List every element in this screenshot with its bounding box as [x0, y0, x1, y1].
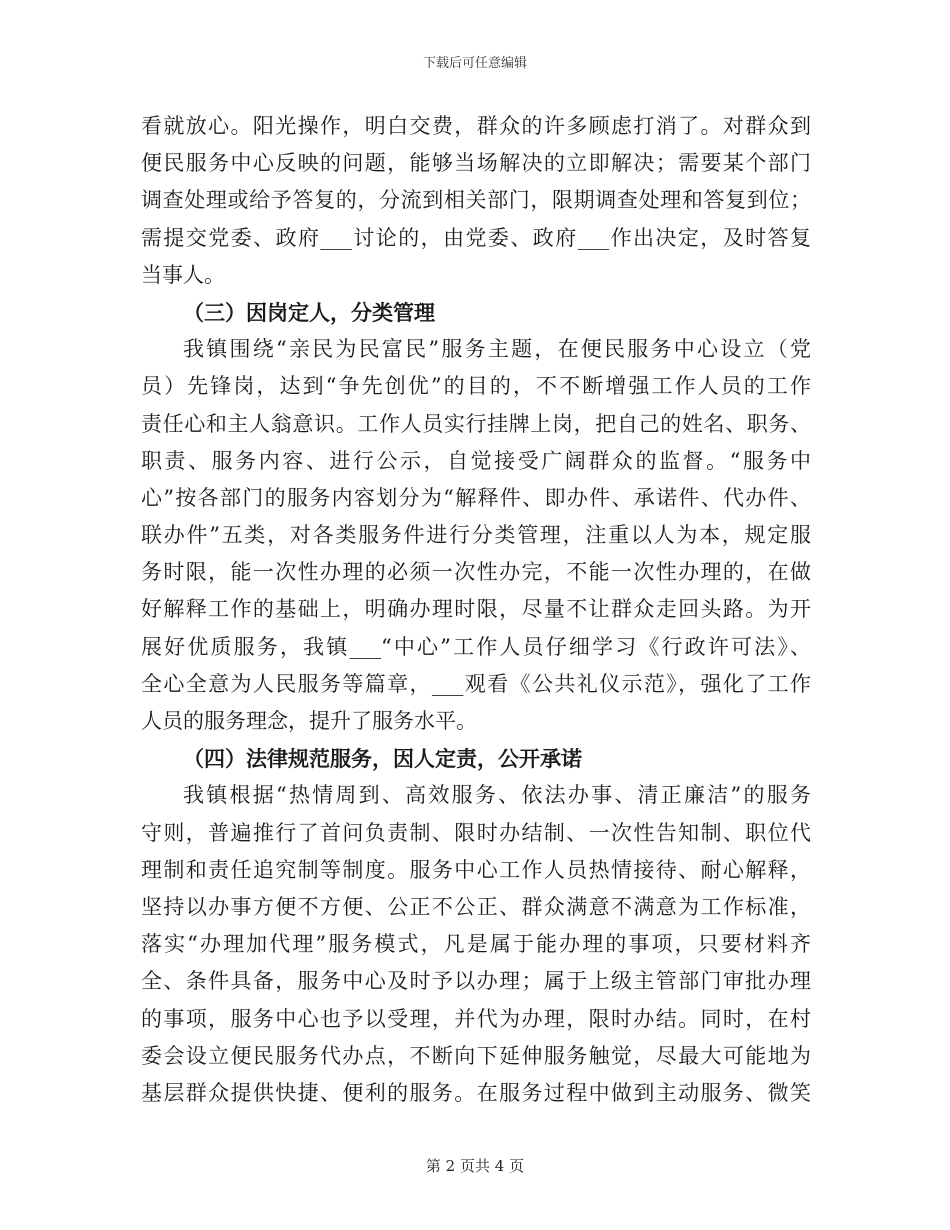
body-line: 的事项，服务中心也予以受理，并代为办理，限时办结。同时，在村: [141, 1006, 811, 1031]
section-heading-3: （三）因岗定人，分类管理: [183, 299, 435, 325]
body-line: 理制和责任追究制等制度。服务中心工作人员热情接待、耐心解释，: [141, 857, 811, 882]
body-line: 调查处理或给予答复的，分流到相关部门，限期调查处理和答复到位；: [141, 188, 811, 213]
body-line: 便民服务中心反映的问题，能够当场解决的立即解决；需要某个部门: [141, 151, 811, 176]
page-footer: 第 2 页共 4 页: [425, 1157, 525, 1175]
body-line: 看就放心。阳光操作，明白交费，群众的许多顾虑打消了。对群众到: [141, 114, 811, 138]
body-line: 好解释工作的基础上，明确办理时限，尽量不让群众走回头路。为开: [141, 597, 811, 622]
body-line: 我镇根据“热情周到、高效服务、依法办事、清正廉洁”的服务: [183, 783, 811, 808]
body-line: 当事人。: [141, 262, 225, 287]
body-line: 人员的服务理念，提升了服务水平。: [141, 709, 477, 733]
body-line: 坚持以办事方便不方便、公正不公正、群众满意不满意为工作标准，: [141, 894, 811, 919]
body-line: 心”按各部门的服务内容划分为“解释件、即办件、承诺件、代办件、: [141, 485, 811, 510]
page-header: 下载后可任意编辑: [422, 56, 527, 71]
body-line: 职责、服务内容、进行公示，自觉接受广阔群众的监督。“服务中: [141, 448, 811, 473]
section-heading-4: （四）法律规范服务，因人定责，公开承诺: [183, 746, 582, 772]
document-body: [141, 108, 811, 1112]
body-line: 展好优质服务，我镇___“中心”工作人员仔细学习《行政许可法》、: [141, 634, 811, 659]
body-line: 务时限，能一次性办理的必须一次性办完，不能一次性办理的，在做: [141, 560, 811, 585]
body-line: 需提交党委、政府___讨论的，由党委、政府___作出决定，及时答复: [141, 225, 811, 250]
body-line: 基层群众提供快捷、便利的服务。在服务过程中做到主动服务、微笑: [141, 1080, 811, 1105]
body-line: 联办件”五类，对各类服务件进行分类管理，注重以人为本，规定服: [141, 523, 811, 548]
body-line: 守则，普遍推行了首问负责制、限时办结制、一次性告知制、职位代: [141, 820, 811, 845]
body-line: 员）先锋岗，达到“争先创优”的目的，不不断增强工作人员的工作: [141, 374, 811, 399]
body-line: 委会设立便民服务代办点，不断向下延伸服务触觉，尽最大可能地为: [141, 1043, 811, 1068]
body-line: 落实“办理加代理”服务模式，凡是属于能办理的事项，只要材料齐: [141, 932, 811, 957]
body-line: 全心全意为人民服务等篇章，___观看《公共礼仪示范》，强化了工作: [141, 671, 811, 696]
body-line: 我镇围绕“亲民为民富民”服务主题，在便民服务中心设立（党: [183, 337, 811, 362]
body-line: 责任心和主人翁意识。工作人员实行挂牌上岗，把自己的姓名、职务、: [141, 411, 811, 436]
body-line: 全、条件具备，服务中心及时予以办理；属于上级主管部门审批办理: [141, 969, 811, 994]
